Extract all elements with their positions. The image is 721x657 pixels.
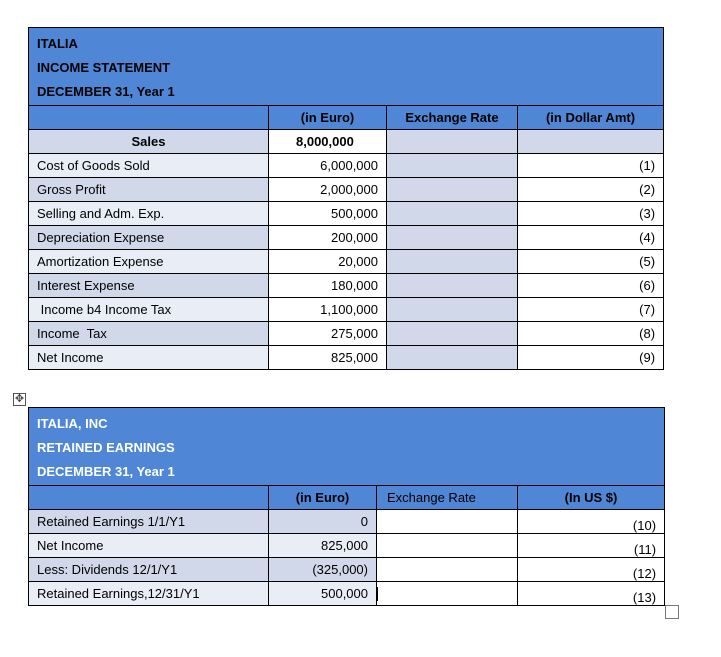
row-usd[interactable]: (1) (518, 154, 664, 178)
row-usd[interactable]: (10) (518, 510, 665, 534)
move-handle-icon[interactable]: ✥ (14, 393, 25, 405)
table-row (29, 558, 665, 582)
row-label: Income b4 Income Tax (29, 298, 269, 322)
row-euro: 200,000 (269, 226, 387, 250)
table-row (29, 178, 664, 202)
row-euro: 6,000,000 (269, 154, 387, 178)
row-label: Gross Profit (29, 178, 269, 202)
row-label: Sales (29, 130, 269, 154)
row-rate[interactable] (387, 298, 518, 322)
table-row (29, 298, 664, 322)
statement-title: INCOME STATEMENT (37, 60, 171, 75)
row-label: Less: Dividends 12/1/Y1 (29, 558, 269, 582)
row-rate[interactable] (377, 510, 518, 534)
row-usd[interactable]: (7) (518, 298, 664, 322)
table-row (29, 510, 665, 534)
row-euro: 8,000,000 (269, 130, 387, 154)
row-euro: 180,000 (269, 274, 387, 298)
row-usd[interactable]: (13) (518, 582, 665, 606)
col-header-usd: (in Dollar Amt) (518, 106, 664, 130)
company-name: ITALIA (37, 36, 78, 51)
row-euro: 2,000,000 (269, 178, 387, 202)
table-row (29, 154, 664, 178)
row-euro: 825,000 (269, 346, 387, 370)
row-usd[interactable]: (11) (518, 534, 665, 558)
income-title-row (29, 28, 664, 106)
table-row (29, 250, 664, 274)
col-header-rate: Exchange Rate (377, 486, 518, 510)
table-row (29, 322, 664, 346)
row-euro: 1,100,000 (269, 298, 387, 322)
row-euro: 0 (269, 510, 377, 534)
row-label: Cost of Goods Sold (29, 154, 269, 178)
row-usd[interactable]: (5) (518, 250, 664, 274)
retained-earnings-table (28, 407, 665, 606)
table-row (29, 582, 665, 606)
row-label: Retained Earnings 1/1/Y1 (29, 510, 269, 534)
company-name: ITALIA, INC (37, 416, 108, 431)
table-resize-icon[interactable] (665, 605, 679, 619)
row-usd[interactable]: (4) (518, 226, 664, 250)
row-rate[interactable] (387, 250, 518, 274)
row-rate[interactable] (387, 274, 518, 298)
statement-date: DECEMBER 31, Year 1 (37, 84, 175, 99)
row-rate[interactable] (387, 178, 518, 202)
row-label: Depreciation Expense (29, 226, 269, 250)
income-header-row (29, 106, 664, 130)
row-usd[interactable]: (12) (518, 558, 665, 582)
col-header-usd: (In US $) (518, 486, 665, 510)
row-rate[interactable] (387, 202, 518, 226)
row-usd[interactable]: (9) (518, 346, 664, 370)
table-row (29, 202, 664, 226)
row-label: Income Tax (29, 322, 269, 346)
row-rate[interactable] (387, 322, 518, 346)
row-rate[interactable] (387, 226, 518, 250)
row-usd[interactable]: (6) (518, 274, 664, 298)
row-label: Net Income (29, 346, 269, 370)
table-row (29, 274, 664, 298)
retained-title-row (29, 408, 665, 486)
table-row (29, 130, 664, 154)
row-usd[interactable]: (2) (518, 178, 664, 202)
row-rate[interactable] (387, 154, 518, 178)
row-rate[interactable] (377, 534, 518, 558)
row-euro: (325,000) (269, 558, 377, 582)
col-header-rate: Exchange Rate (387, 106, 518, 130)
row-rate-active[interactable] (377, 582, 518, 606)
col-header-euro: (in Euro) (269, 106, 387, 130)
row-euro: 275,000 (269, 322, 387, 346)
row-euro: 500,000 (269, 202, 387, 226)
table-row (29, 226, 664, 250)
row-euro: 500,000 (269, 582, 377, 606)
row-euro: 825,000 (269, 534, 377, 558)
table-row (29, 346, 664, 370)
row-label: Selling and Adm. Exp. (29, 202, 269, 226)
income-statement-table (28, 27, 664, 370)
statement-date: DECEMBER 31, Year 1 (37, 464, 175, 479)
row-label: Retained Earnings,12/31/Y1 (29, 582, 269, 606)
col-header-euro: (in Euro) (269, 486, 377, 510)
row-rate[interactable] (387, 346, 518, 370)
text-cursor (377, 587, 378, 601)
row-label: Amortization Expense (29, 250, 269, 274)
row-rate[interactable] (387, 130, 518, 154)
row-usd[interactable]: (3) (518, 202, 664, 226)
row-usd[interactable]: (8) (518, 322, 664, 346)
row-euro: 20,000 (269, 250, 387, 274)
table-row (29, 534, 665, 558)
row-label: Interest Expense (29, 274, 269, 298)
row-usd[interactable] (518, 130, 664, 154)
retained-header-row (29, 486, 665, 510)
row-label: Net Income (29, 534, 269, 558)
statement-title: RETAINED EARNINGS (37, 440, 175, 455)
row-rate[interactable] (377, 558, 518, 582)
